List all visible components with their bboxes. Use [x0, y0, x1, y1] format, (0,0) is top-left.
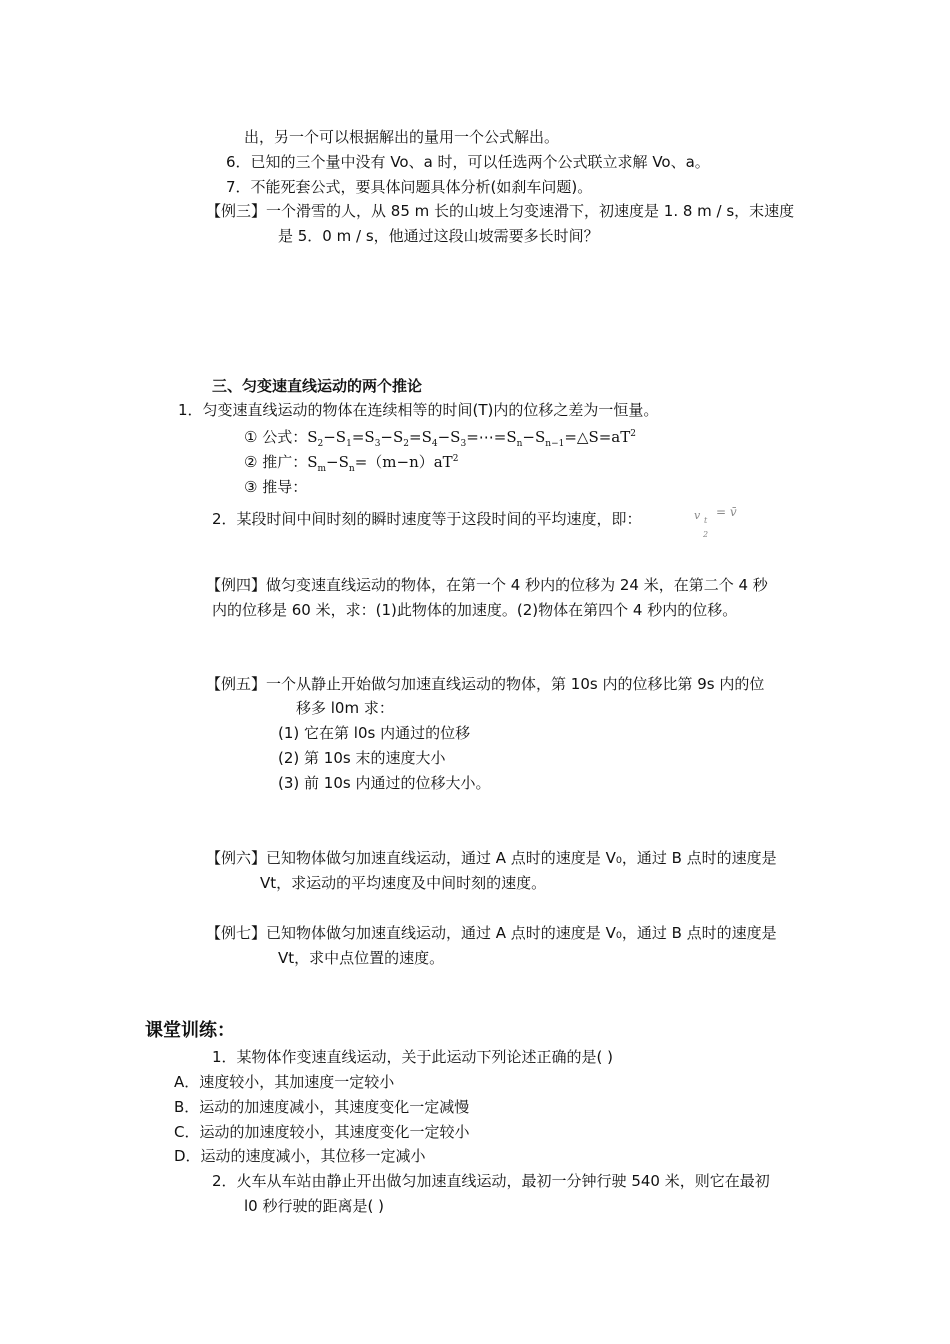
- example-5-line-2: 移多 l0m 求：: [296, 699, 394, 717]
- example-5-sub-2: (2) 第 10s 末的速度大小: [278, 749, 446, 767]
- formula-v: v: [694, 509, 701, 522]
- example-5-sub-3: (3) 前 10s 内通过的位移大小。: [278, 774, 491, 792]
- example-3-line-1: 【例三】一个滑雪的人，从 85 m 长的山坡上匀变速滑下，初速度是 1. 8 m / s，末速度: [206, 202, 795, 220]
- practice-q2-line-1: 2．火车从车站由静止开出做匀加速直线运动，最初一分钟行驶 540 米，则它在最初: [212, 1172, 770, 1190]
- generalize-expression: $S_m-S_n=(m-n)aT^2$: [307, 453, 459, 474]
- formula-2: 2: [703, 530, 709, 539]
- practice-title: 课堂训练：: [145, 1020, 235, 1041]
- practice-q1-option-c: C．运动的加速度较小，其速度变化一定较小: [174, 1123, 470, 1141]
- practice-q1-option-a: A．速度较小，其加速度一定较小: [174, 1073, 395, 1091]
- example-5-line-1: 【例五】一个从静止开始做匀加速直线运动的物体，第 10s 内的位移比第 9s 内的位: [206, 675, 765, 693]
- example-4-line-1: 【例四】做匀变速直线运动的物体，在第一个 4 秒内的位移为 24 米，在第二个 4 秒: [206, 576, 768, 594]
- formula-line: [244, 427, 636, 447]
- formula-rhs: = v̄: [716, 505, 737, 519]
- example-7-line-2: Vt，求中点位置的速度。: [278, 949, 445, 967]
- top-line-7: 7．不能死套公式，要具体问题具体分析(如刹车问题)。: [226, 178, 593, 196]
- example-4-line-2: 内的位移是 60 米，求：(1)此物体的加速度。(2)物体在第四个 4 秒内的位移。: [212, 601, 738, 619]
- practice-q1-option-d: D．运动的速度减小，其位移一定减小: [174, 1147, 426, 1165]
- formula-expression: $S_2-S_1=S_3-S_2=S_4-S_3=\cdots=S_n-S_{n-1}=\triangle S=aT^2$: [307, 428, 636, 449]
- example-6-line-1: 【例六】已知物体做匀加速直线运动，通过 A 点时的速度是 V₀，通过 B 点时的速度是: [206, 849, 777, 867]
- practice-q2-line-2: l0 秒行驶的距离是( ): [244, 1197, 384, 1215]
- top-line-1: 出，另一个可以根据解出的量用一个公式解出。: [244, 128, 560, 146]
- example-6-line-2: Vt，求运动的平均速度及中间时刻的速度。: [260, 874, 547, 892]
- derive-line: ③ 推导：: [244, 478, 308, 496]
- example-5-sub-1: (1) 它在第 l0s 内通过的位移: [278, 724, 471, 742]
- example-3-line-2: 是 5．0 m / s，他通过这段山坡需要多长时间？: [278, 227, 599, 245]
- practice-q1-option-b: B．运动的加速度减小，其速度变化一定减慢: [174, 1098, 470, 1116]
- formula-t: t: [704, 516, 708, 525]
- practice-q1: 1．某物体作变速直线运动，关于此运动下列论述正确的是( ): [212, 1048, 614, 1066]
- section-3-title: 三、匀变速直线运动的两个推论: [212, 377, 423, 395]
- section-3-item-1: 1．匀变速直线运动的物体在连续相等的时间(T)内的位移之差为一恒量。: [178, 401, 659, 419]
- generalize-label: ② 推广：: [244, 453, 308, 471]
- top-line-6: 6．已知的三个量中没有 Vo、a 时，可以任选两个公式联立求解 Vo、a。: [226, 153, 710, 171]
- section-3-item-2: 2．某段时间中间时刻的瞬时速度等于这段时间的平均速度，即：: [212, 510, 642, 528]
- formula-label: ① 公式：: [244, 428, 308, 446]
- example-7-line-1: 【例七】已知物体做匀加速直线运动，通过 A 点时的速度是 V₀，通过 B 点时的速度是: [206, 924, 777, 942]
- generalize-line: [244, 452, 458, 472]
